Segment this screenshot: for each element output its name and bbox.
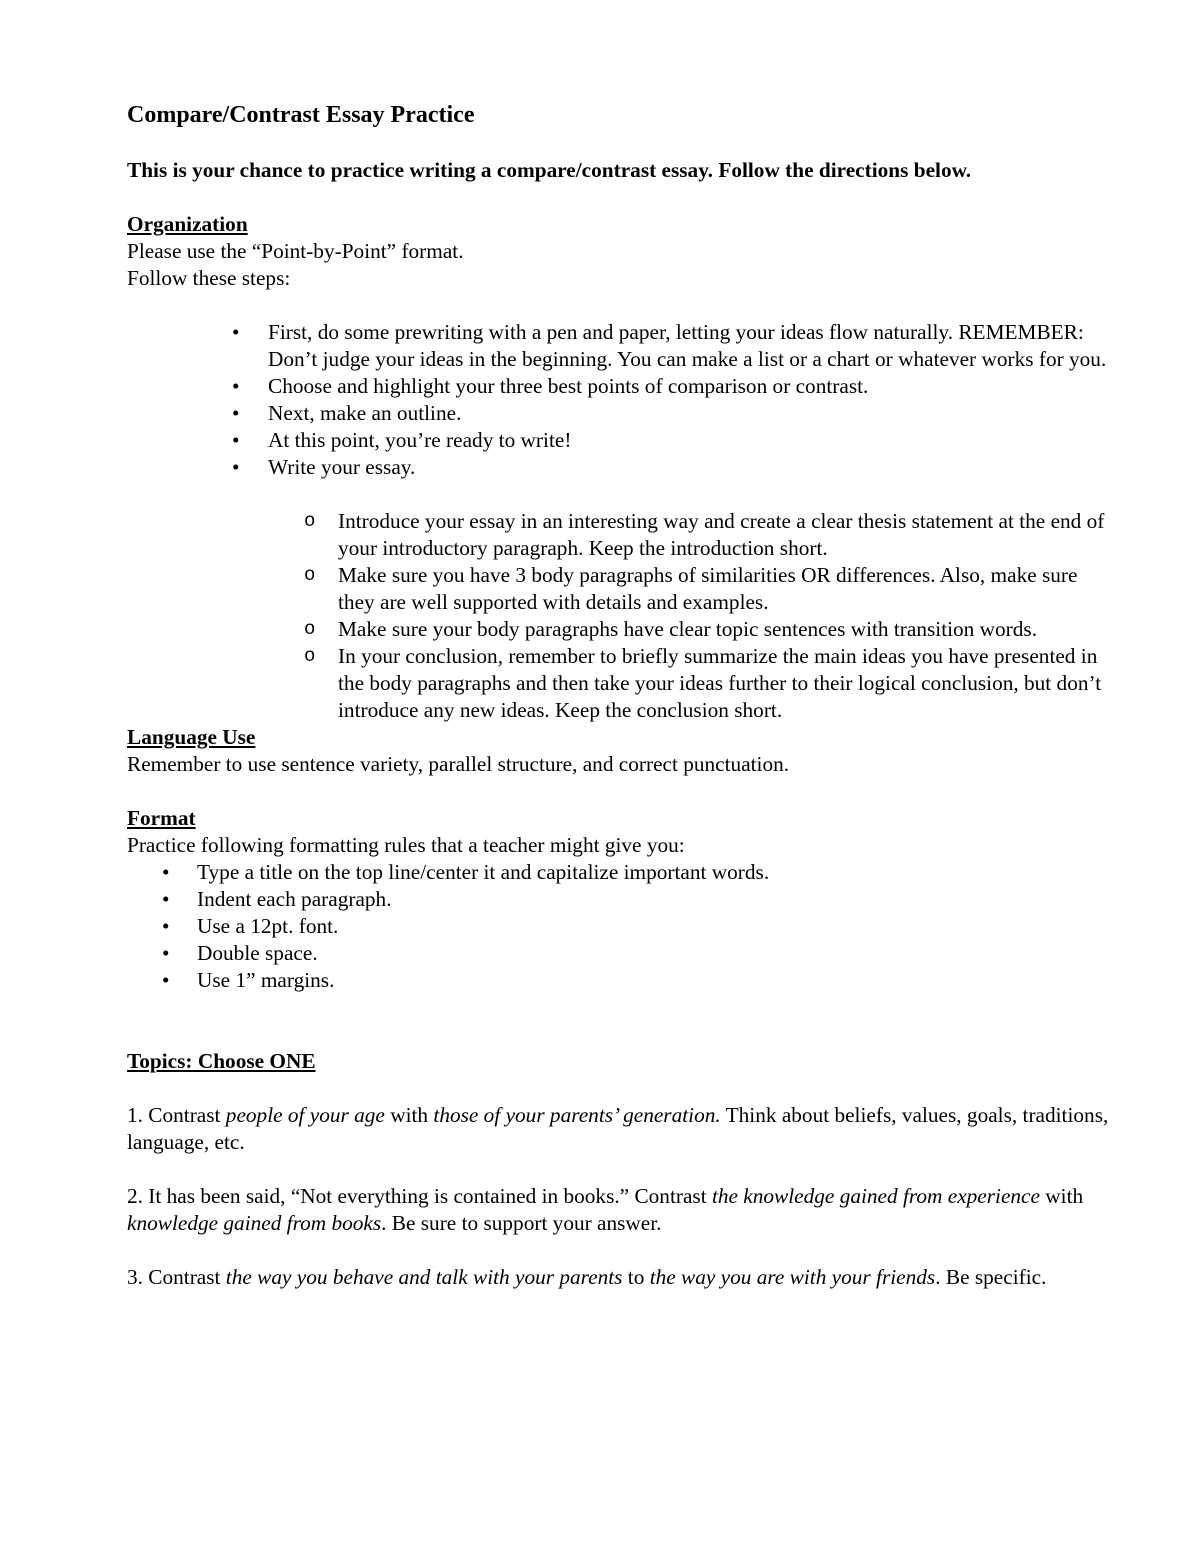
bullet-icon: • [162, 887, 170, 911]
organization-heading: Organization [127, 212, 248, 236]
bullet-icon: • [162, 860, 170, 884]
topic-1: 1. Contrast people of your age with those of your parents’ generation. Think about beliefs, values, goals, traditions, language, etc. [127, 1103, 1109, 1154]
list-item: o Make sure you have 3 body paragraphs of similarities OR differences. Also, make sure they are well supported with details and examples. [304, 563, 1078, 614]
organization-line-1: Please use the “Point-by-Point” format. [127, 239, 464, 263]
list-item: • First, do some prewriting with a pen and paper, letting your ideas flow naturally. REMEMBER: Don’t judge your ideas in the beginning. You can make a list or a chart or whatever works for you. [232, 320, 1107, 371]
steps-list [127, 319, 1110, 481]
list-item: o In your conclusion, remember to briefly summarize the main ideas you have presented in the body paragraphs and then take your ideas further to their logical conclusion, but don’t introduce any new ideas. Keep the conclusion short. [304, 644, 1102, 722]
bullet-icon: • [232, 401, 240, 425]
bullet-icon: • [162, 941, 170, 965]
topic-2: 2. It has been said, “Not everything is contained in books.” Contrast the knowledge gained from experience with knowledge gained from books. Be sure to support your answer. [127, 1184, 1084, 1235]
list-item: • Type a title on the top line/center it and capitalize important words. [162, 860, 770, 884]
bullet-icon: • [232, 455, 240, 479]
circle-bullet-icon: o [304, 510, 316, 532]
list-item: • Choose and highlight your three best points of comparison or contrast. [232, 374, 869, 398]
format-heading: Format [127, 806, 196, 830]
bullet-icon: • [162, 968, 170, 992]
list-item: o Introduce your essay in an interesting way and create a clear thesis statement at the end of your introductory paragraph. Keep the introduction short. [304, 509, 1105, 560]
topic-3: 3. Contrast the way you behave and talk with your parents to the way you are with your friends. Be specific. [127, 1265, 1047, 1289]
bullet-icon: • [232, 428, 240, 452]
format-rules-list [127, 859, 1110, 994]
list-item: • Double space. [162, 941, 318, 965]
list-item: o Make sure your body paragraphs have clear topic sentences with transition words. [304, 617, 1038, 641]
list-item: • Write your essay. [232, 455, 416, 479]
language-heading: Language Use [127, 725, 256, 749]
document-title: Compare/Contrast Essay Practice [127, 102, 475, 128]
list-item: • Use 1” margins. [162, 968, 335, 992]
organization-line-2: Follow these steps: [127, 266, 291, 290]
circle-bullet-icon: o [304, 618, 316, 640]
list-item: • At this point, you’re ready to write! [232, 428, 572, 452]
bullet-icon: • [232, 320, 240, 344]
circle-bullet-icon: o [304, 645, 316, 667]
language-text: Remember to use sentence variety, parallel structure, and correct punctuation. [127, 752, 790, 776]
list-item: • Use a 12pt. font. [162, 914, 339, 938]
format-text: Practice following formatting rules that a teacher might give you: [127, 833, 685, 857]
intro-text: This is your chance to practice writing a compare/contrast essay. Follow the directions below. [127, 158, 972, 182]
substeps-list [127, 508, 1110, 724]
circle-bullet-icon: o [304, 564, 316, 586]
list-item: • Indent each paragraph. [162, 887, 392, 911]
bullet-icon: • [232, 374, 240, 398]
topics-heading: Topics: Choose ONE [127, 1049, 316, 1073]
list-item: • Next, make an outline. [232, 401, 462, 425]
bullet-icon: • [162, 914, 170, 938]
